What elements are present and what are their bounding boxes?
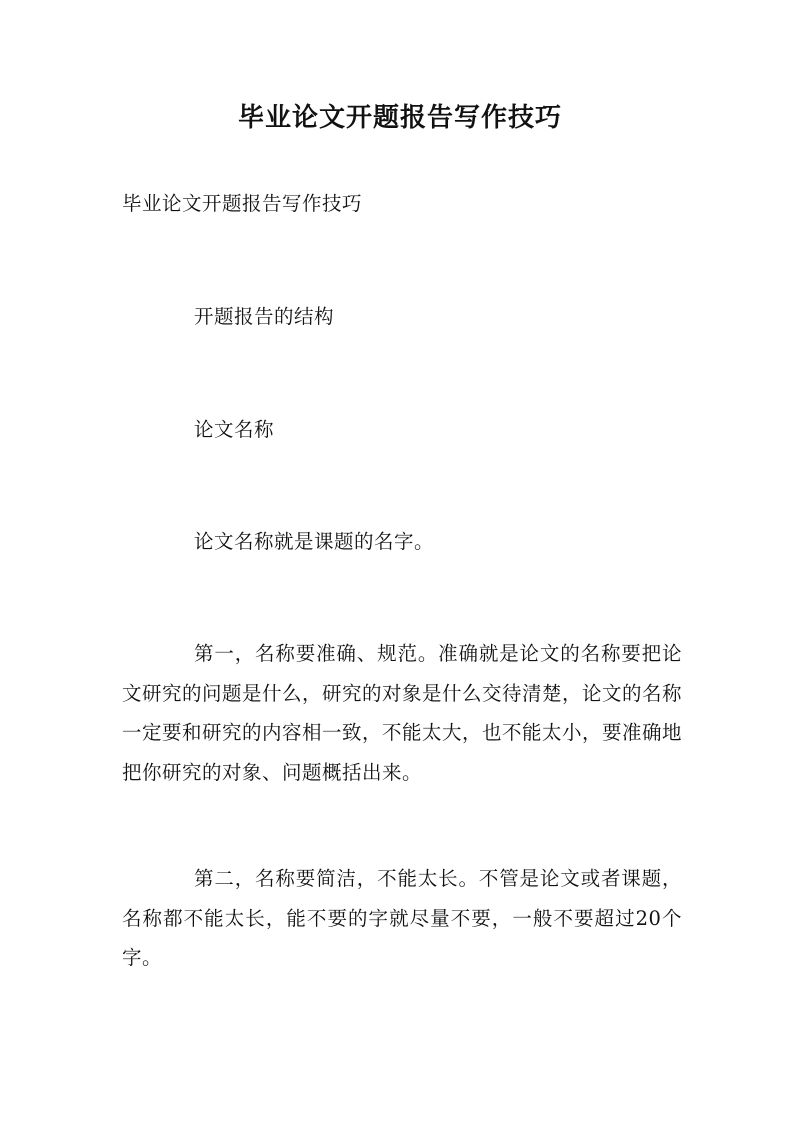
subtitle-paragraph: 毕业论文开题报告写作技巧 (122, 192, 363, 215)
section-heading-structure: 开题报告的结构 (194, 305, 335, 328)
body-paragraph: 第二，名称要简洁，不能太长。不管是论文或者课题，名称都不能太长，能不要的字就尽量不要，一般不要超过20个字。 (122, 867, 682, 969)
body-paragraph: 论文名称就是课题的名字。 (194, 530, 435, 553)
document-title: 毕业论文开题报告写作技巧 (237, 103, 562, 133)
body-paragraph: 第一，名称要准确、规范。准确就是论文的名称要把论文研究的问题是什么，研究的对象是什么交待清楚，论文的名称一定要和研究的内容相一致，不能太大，也不能太小，要准确地把你研究的对象、问题概括出来。 (122, 642, 683, 784)
section-heading-title: 论文名称 (194, 418, 275, 441)
